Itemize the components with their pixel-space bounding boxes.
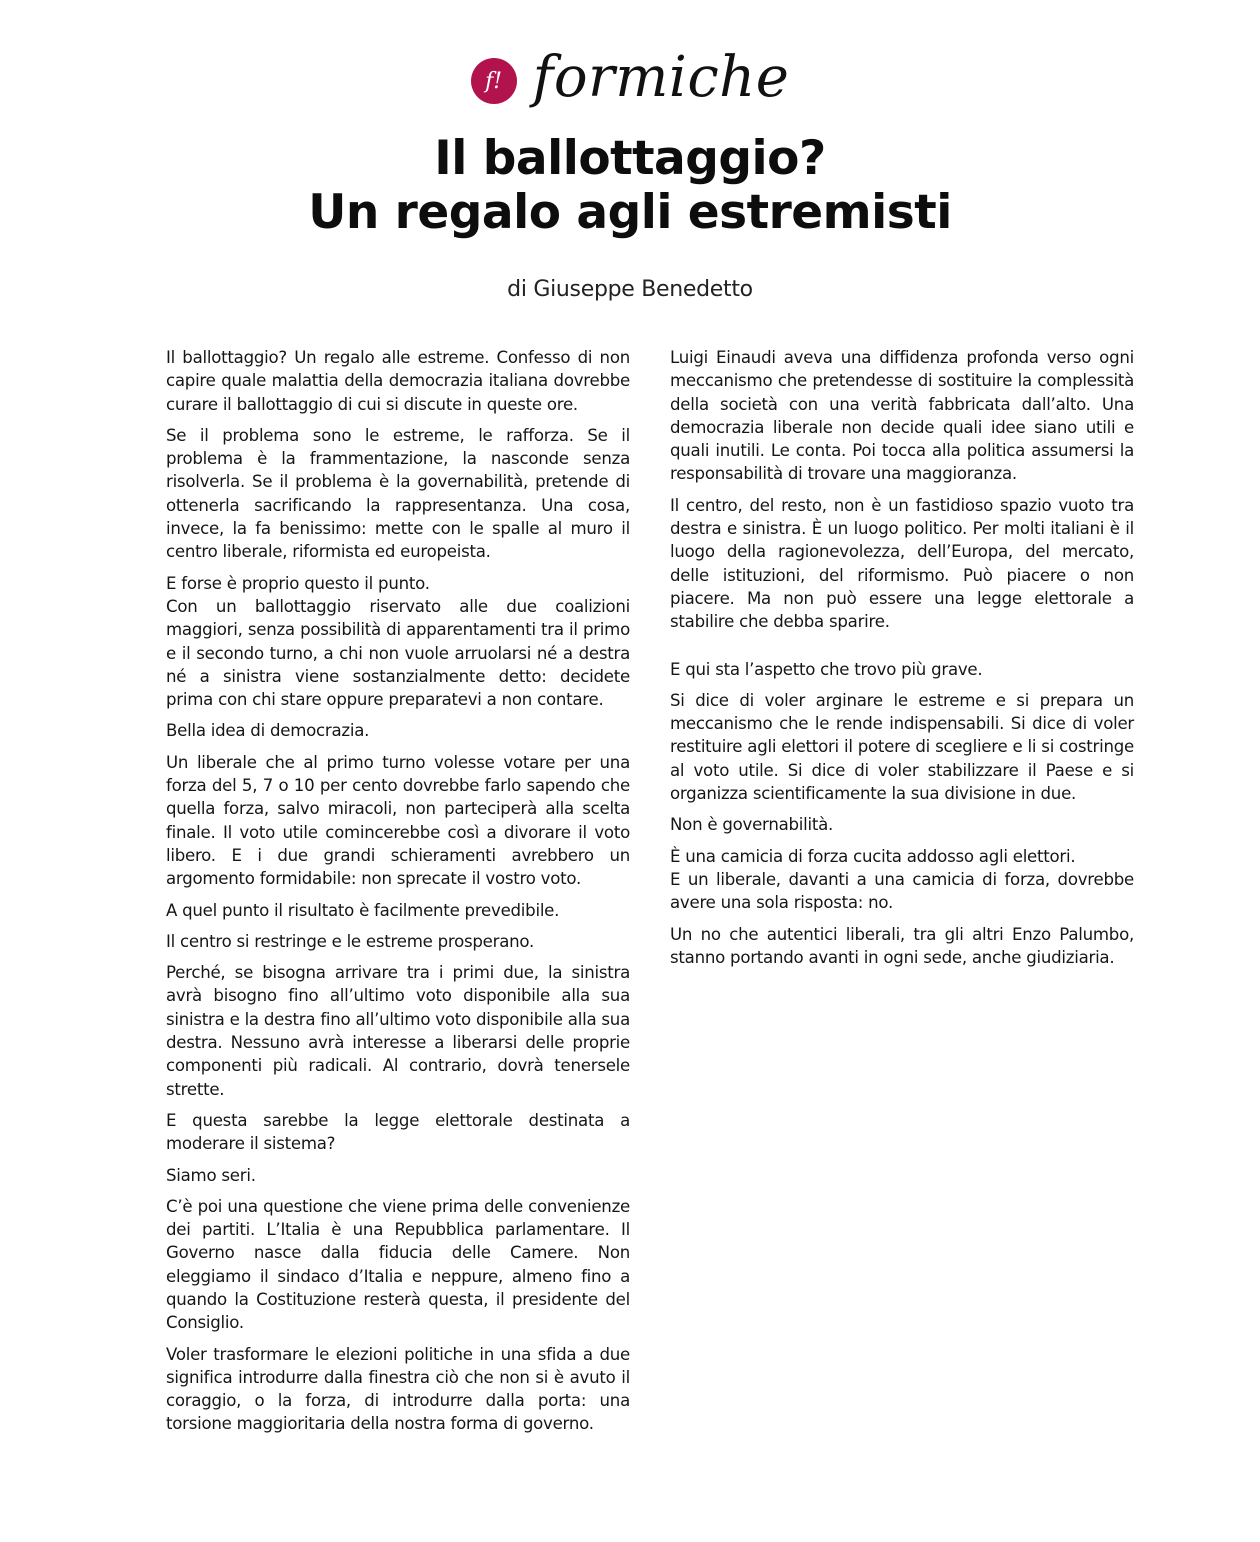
paragraph: Il ballottaggio? Un regalo alle estreme. Confesso di non capire quale malattia della democrazia italiana dovrebbe curare il ballottaggio di cui si discute in queste ore. [166,348,630,414]
brand-wordmark: formiche [532,45,790,110]
paragraph: A quel punto il risultato è facilmente prevedibile. [166,900,560,920]
paragraph: E questa sarebbe la legge elettorale destinata a moderare il sistema? [166,1110,630,1154]
article-title [0,132,1260,240]
title-line-2: Un regalo agli estremisti [308,185,952,240]
article-column-right [670,346,1134,977]
paragraph: Siamo seri. [166,1165,256,1185]
article-byline: di Giuseppe Benedetto [507,277,753,302]
paragraph: E forse è proprio questo il punto. [166,573,430,593]
paragraph: È una camicia di forza cucita addosso agli elettori. [670,846,1076,866]
paragraph: Non è governabilità. [670,815,834,835]
paragraph: Un no che autentici liberali, tra gli altri Enzo Palumbo, stanno portando avanti in ogni sede, anche giudiziaria. [670,924,1134,967]
masthead [0,45,1260,110]
paragraph: Il centro si restringe e le estreme prosperano. [166,931,535,951]
formiche-logo-icon: f! [471,58,517,104]
paragraph: Il centro, del resto, non è un fastidioso spazio vuoto tra destra e sinistra. È un luogo politico. Per molti italiani è il luogo della ragionevolezza, dell’Europa, del mercato, delle istituzioni, del riformismo. Può piacere o non piacere. Ma non può essere una legge elettorale a stabilire che debba sparire. [670,495,1134,632]
paragraph: Bella idea di democrazia. [166,721,370,741]
article-column-left [166,346,630,1444]
paragraph: Se il problema sono le estreme, le rafforza. Se il problema è la frammentazione, la nasconde senza risolverla. Se il problema è la governabilità, pretende di ottenerla sacrificando la rappresentanza. Una cosa, invece, la fa benissimo: mette con le spalle al muro il centro liberale, riformista ed europeista. [166,425,630,562]
paragraph: Luigi Einaudi aveva una diffidenza profonda verso ogni meccanismo che pretendesse di sostituire la complessità della società con una verità fabbricata dall’alto. Una democrazia liberale non decide quali idee siano utili e quali inutili. Le conta. Poi tocca alla politica assumersi la responsabilità di trovare una maggioranza. [670,348,1134,484]
paragraph: Con un ballottaggio riservato alle due coalizioni maggiori, senza possibilità di apparentamenti tra il primo e il secondo turno, a chi non vuole arruolarsi né a destra né a sinistra viene sostanzialmente detto: decidete prima con chi stare oppure preparatevi a non contare. [166,596,630,710]
paragraph: E un liberale, davanti a una camicia di forza, dovrebbe avere una sola risposta: no. [670,869,1134,913]
paragraph: Un liberale che al primo turno volesse votare per una forza del 5, 7 o 10 per cento dovrebbe farlo sapendo che quella forza, salvo miracoli, non parteciperà alla scelta finale. Il voto utile comincerebbe così a divorare il voto libero. E i due grandi schieramenti avrebbero un argomento formidabile: non sprecate il vostro voto. [166,752,630,889]
paragraph: Si dice di voler arginare le estreme e si prepara un meccanismo che le rende indispensabili. Si dice di voler restituire agli elettori il potere di scegliere e li si costringe al voto utile. Si dice di voler stabilizzare il Paese e si organizza scientificamente la sua divisione in due. [670,690,1134,804]
paragraph: Perché, se bisogna arrivare tra i primi due, la sinistra avrà bisogno fino all’ultimo voto disponibile alla sua sinistra e la destra fino all’ultimo voto disponibile alla sua destra. Nessuno avrà interesse a liberarsi delle proprie componenti più radicali. Al contrario, dovrà tenersele strette. [166,963,630,1099]
paragraph: Voler trasformare le elezioni politiche in una sfida a due significa introdurre dalla finestra ciò che non si è avuto il coraggio, o la forza, di introdurre dalla porta: una torsione maggioritaria della nostra forma di governo. [166,1344,630,1434]
paragraph: E qui sta l’aspetto che trovo più grave. [670,659,983,679]
paragraph: C’è poi una questione che viene prima delle convenienze dei partiti. L’Italia è una Repubblica parlamentare. Il Governo nasce dalla fiducia delle Camere. Non eleggiamo il sindaco d’Italia e neppure, almeno fino a quando la Costituzione resterà questa, il presidente del Consiglio. [166,1196,630,1333]
title-line-1: Il ballottaggio? [434,131,826,186]
